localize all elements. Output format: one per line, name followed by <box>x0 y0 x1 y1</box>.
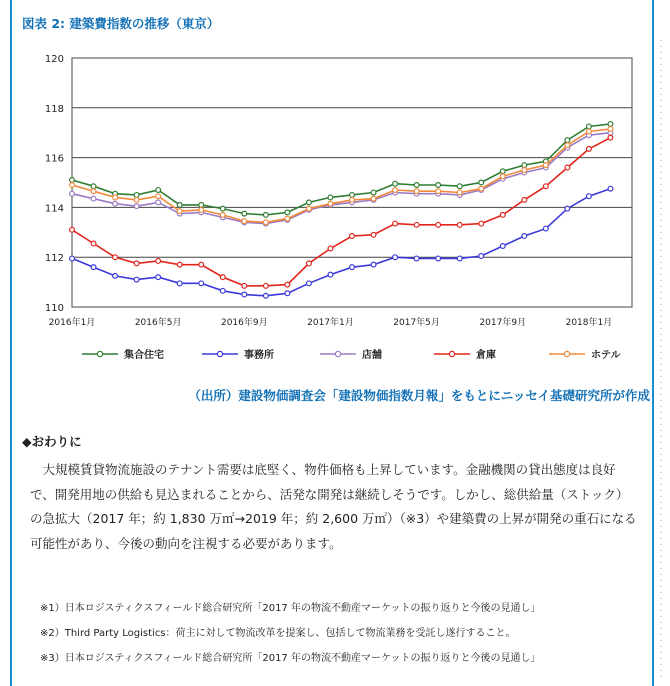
body-paragraph: 大規模賃貸物流施設のテナント需要は底堅く、物件価格も上昇しています。金融機関の貸出態度は良好で、開発用地の供給も見込まれることから、活発な開発は継続しそうです。しかし、総供給量（ストック）の急拡大（2017 年；約 1,830 万㎡→2019 年；約 2,600 万㎡）（※3）や建築費の上昇が開発の重石になる可能性があり、今後の動向を注視する必要があります。 <box>30 462 637 551</box>
data-point <box>436 189 441 194</box>
data-point <box>285 282 290 287</box>
data-point <box>414 222 419 227</box>
data-point <box>393 255 398 260</box>
data-point <box>328 201 333 206</box>
data-point <box>91 184 96 189</box>
data-point <box>500 169 505 174</box>
data-point <box>522 234 527 239</box>
x-tick-label: 2018年1月 <box>565 318 613 328</box>
data-point <box>371 196 376 201</box>
data-point <box>587 124 592 129</box>
data-point <box>350 234 355 239</box>
data-point <box>156 188 161 193</box>
figure-source: （出所）建設物価調査会「建設物価指数月報」をもとにニッセイ基礎研究所が作成 <box>188 388 650 403</box>
data-point <box>371 262 376 267</box>
data-point <box>457 184 462 189</box>
data-point <box>199 262 204 267</box>
data-point <box>371 232 376 237</box>
data-point <box>543 163 548 168</box>
data-point <box>500 244 505 249</box>
data-point <box>479 180 484 185</box>
data-point <box>199 207 204 212</box>
data-point <box>414 256 419 261</box>
data-point <box>91 196 96 201</box>
legend-marker <box>97 351 102 356</box>
data-point <box>565 138 570 143</box>
data-point <box>371 190 376 195</box>
x-tick-label: 2016年5月 <box>134 318 182 328</box>
data-point <box>522 198 527 203</box>
data-point <box>350 198 355 203</box>
data-point <box>543 184 548 189</box>
data-point <box>156 194 161 199</box>
data-point <box>307 200 312 205</box>
legend-label: 集合住宅 <box>124 350 164 361</box>
data-point <box>307 281 312 286</box>
section-heading: ◆おわりに <box>22 434 82 449</box>
data-point <box>70 227 75 232</box>
legend-label: ホテル <box>591 350 621 361</box>
data-point <box>587 194 592 199</box>
data-point <box>414 183 419 188</box>
data-point <box>177 209 182 214</box>
data-point <box>242 283 247 288</box>
data-point <box>565 165 570 170</box>
data-point <box>113 195 118 200</box>
data-point <box>436 183 441 188</box>
footnote-2: ※2）Third Party Logistics：荷主に対して物流改革を提案し、包括して物流業務を受託し遂行すること。 <box>40 628 516 639</box>
data-point <box>263 283 268 288</box>
y-tick-label: 118 <box>44 103 64 115</box>
data-point <box>436 222 441 227</box>
data-point <box>565 206 570 211</box>
data-point <box>156 259 161 264</box>
data-point <box>134 193 139 198</box>
data-point <box>177 281 182 286</box>
data-point <box>70 256 75 261</box>
data-point <box>479 221 484 226</box>
y-tick-label: 110 <box>44 303 64 314</box>
data-point <box>457 222 462 227</box>
data-point <box>500 174 505 179</box>
data-point <box>242 292 247 297</box>
x-tick-label: 2017年5月 <box>393 318 440 328</box>
data-point <box>156 200 161 205</box>
footnote-3: ※3）日本ロジスティクスフィールド総合研究所「2017 年の物流不動産マーケットの振り返りと今後の見通し」 <box>40 653 541 664</box>
data-point <box>328 246 333 251</box>
data-point <box>543 226 548 231</box>
data-point <box>134 204 139 209</box>
data-point <box>220 206 225 211</box>
data-point <box>199 281 204 286</box>
data-point <box>457 190 462 195</box>
legend-marker <box>564 351 569 356</box>
data-point <box>220 212 225 217</box>
data-point <box>70 191 75 196</box>
data-point <box>307 261 312 266</box>
data-point <box>608 122 613 127</box>
data-point <box>177 203 182 208</box>
data-point <box>242 219 247 224</box>
data-point <box>220 288 225 293</box>
y-tick-label: 120 <box>44 54 64 65</box>
data-point <box>263 212 268 217</box>
data-point <box>199 203 204 208</box>
data-point <box>457 256 462 261</box>
data-point <box>587 146 592 151</box>
data-point <box>91 189 96 194</box>
data-point <box>91 265 96 270</box>
data-point <box>285 291 290 296</box>
legend-label: 事務所 <box>244 350 274 361</box>
data-point <box>565 143 570 148</box>
data-point <box>220 275 225 280</box>
y-tick-label: 114 <box>44 203 64 215</box>
data-point <box>263 220 268 225</box>
data-point <box>70 183 75 188</box>
data-point <box>328 272 333 277</box>
data-point <box>393 188 398 193</box>
data-point <box>500 212 505 217</box>
data-point <box>307 206 312 211</box>
data-point <box>608 127 613 132</box>
data-point <box>113 201 118 206</box>
legend-marker <box>449 351 454 356</box>
data-point <box>522 163 527 168</box>
data-point <box>393 181 398 186</box>
x-tick-label: 2017年1月 <box>307 318 354 328</box>
footnote-1: ※1）日本ロジスティクスフィールド総合研究所「2017 年の物流不動産マーケットの振り返りと今後の見通し」 <box>40 603 541 614</box>
data-point <box>263 293 268 298</box>
legend-marker <box>335 351 340 356</box>
data-point <box>91 241 96 246</box>
legend-marker <box>217 351 222 356</box>
data-point <box>285 216 290 221</box>
x-tick-label: 2017年9月 <box>479 318 527 328</box>
data-point <box>134 277 139 282</box>
footnotes <box>40 602 540 677</box>
section-body <box>30 458 638 556</box>
data-point <box>522 168 527 173</box>
decorative-dotted-border <box>660 40 662 680</box>
y-tick-label: 116 <box>44 153 64 165</box>
data-point <box>393 221 398 226</box>
data-point <box>414 189 419 194</box>
data-point <box>70 178 75 183</box>
data-point <box>608 186 613 191</box>
figure-title: 図表 2: 建築費指数の推移（東京） <box>22 16 220 31</box>
data-point <box>285 210 290 215</box>
data-point <box>479 254 484 259</box>
data-point <box>177 262 182 267</box>
x-tick-label: 2016年1月 <box>48 318 96 328</box>
data-point <box>608 135 613 140</box>
line-chart <box>22 44 646 374</box>
data-point <box>134 198 139 203</box>
data-point <box>587 129 592 134</box>
data-point <box>156 275 161 280</box>
data-point <box>242 211 247 216</box>
data-point <box>479 186 484 191</box>
data-point <box>350 193 355 198</box>
data-point <box>113 273 118 278</box>
x-tick-label: 2016年9月 <box>220 318 268 328</box>
data-point <box>350 265 355 270</box>
legend-label: 倉庫 <box>476 350 496 361</box>
data-point <box>113 255 118 260</box>
data-point <box>328 195 333 200</box>
y-tick-label: 112 <box>44 253 64 265</box>
legend-label: 店舗 <box>362 350 382 361</box>
data-point <box>436 256 441 261</box>
data-point <box>134 261 139 266</box>
